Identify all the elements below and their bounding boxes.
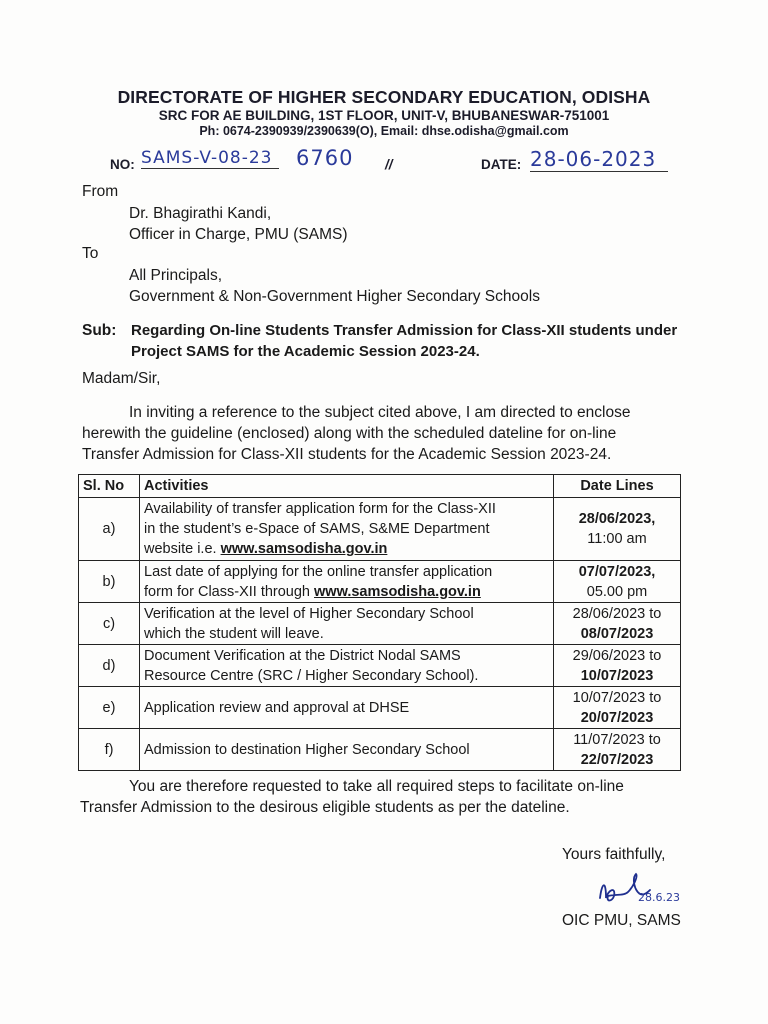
date-line: 28/06/2023, — [578, 511, 656, 527]
row-activity — [140, 561, 554, 603]
row-sl: e) — [79, 687, 140, 729]
activity-line: Document Verification at the District Nodal SAMS — [144, 647, 461, 664]
activity-line: Admission to destination Higher Secondary School — [144, 741, 470, 758]
col-header-dates: Date Lines — [554, 475, 681, 498]
activity-line: Verification at the level of Higher Secondary School — [144, 605, 474, 622]
row-activity — [140, 729, 554, 771]
row-sl: b) — [79, 561, 140, 603]
activity-line: Last date of applying for the online transfer application — [144, 563, 493, 580]
body-line2: herewith the guideline (enclosed) along with the scheduled dateline for on-line — [82, 425, 617, 442]
date-line: 22/07/2023 — [580, 751, 654, 768]
date-line: 29/06/2023 to — [572, 647, 662, 664]
body-line3: Transfer Admission for Class-XII students for the Academic Session 2023-24. — [82, 446, 612, 463]
signatory-designation: OIC PMU, SAMS — [562, 912, 681, 929]
date-value: 28-06-2023 — [530, 147, 668, 172]
from-name: Dr. Bhagirathi Kandi, — [129, 205, 272, 222]
sams-website-link[interactable]: www.samsodisha.gov.in — [220, 541, 388, 557]
date-line: 10/07/2023 to — [572, 689, 662, 706]
office-title: DIRECTORATE OF HIGHER SECONDARY EDUCATION, ODISHA — [117, 87, 651, 107]
activity-line: Availability of transfer application form for the Class-XII — [144, 501, 496, 517]
date-line: 11:00 am — [587, 531, 647, 547]
from-designation: Officer in Charge, PMU (SAMS) — [129, 226, 348, 243]
to-label: To — [82, 245, 99, 262]
col-header-activities: Activities — [140, 475, 554, 498]
date-label: DATE: — [481, 157, 522, 172]
row-sl: a) — [79, 498, 140, 561]
salutation: Madam/Sir, — [82, 370, 161, 387]
signature — [594, 868, 704, 912]
date-line: 11/07/2023 to — [573, 731, 661, 748]
table-row — [79, 645, 681, 687]
subject-label: Sub: — [82, 322, 117, 339]
row-date — [554, 687, 681, 729]
activity-line: in the student’s e-Space of SAMS, S&ME Department — [144, 521, 490, 537]
table-row — [79, 603, 681, 645]
row-date — [554, 603, 681, 645]
table-row — [79, 561, 681, 603]
from-label: From — [82, 183, 119, 200]
date-line: 10/07/2023 — [580, 667, 654, 684]
activity-text: website i.e. — [144, 541, 221, 557]
schedule-table — [78, 474, 681, 771]
date-line: 20/07/2023 — [580, 709, 654, 726]
ref-no-value: SAMS-V-08-23 — [141, 148, 279, 169]
col-header-slno: Sl. No — [79, 475, 140, 498]
row-date — [554, 498, 681, 561]
row-sl: f) — [79, 729, 140, 771]
table-row — [79, 498, 681, 561]
row-activity — [140, 687, 554, 729]
to-line2: Government & Non-Government Higher Secondary Schools — [129, 288, 540, 305]
to-line1: All Principals, — [129, 267, 223, 284]
activity-line: Application review and approval at DHSE — [144, 699, 410, 716]
closing-line1: You are therefore requested to take all required steps to facilitate on-line — [129, 778, 624, 795]
activity-line — [144, 582, 549, 602]
date-line: 05.00 pm — [586, 583, 648, 600]
subject-line1: Regarding On-line Students Transfer Admission for Class-XII students under — [131, 322, 678, 339]
signature-date: 28.6.23 — [638, 891, 680, 904]
closing-line2: Transfer Admission to the desirous eligible students as per the dateline. — [80, 799, 570, 816]
row-activity — [140, 645, 554, 687]
ref-no-label: NO: — [110, 157, 135, 172]
activity-text: form for Class-XII through — [144, 583, 315, 600]
office-address: SRC FOR AE BUILDING, 1ST FLOOR, UNIT-V, BHUBANESWAR-751001 — [158, 108, 610, 123]
row-date — [554, 645, 681, 687]
subject-line2: Project SAMS for the Academic Session 2023-24. — [131, 343, 480, 360]
table-row — [79, 687, 681, 729]
row-date — [554, 561, 681, 603]
date-line: 08/07/2023 — [580, 625, 654, 642]
sams-website-link[interactable]: www.samsodisha.gov.in — [314, 583, 481, 600]
table-header-row — [79, 475, 681, 498]
date-line: 07/07/2023, — [578, 563, 656, 580]
signature-scribble-icon — [594, 868, 704, 912]
body-line1: In inviting a reference to the subject cited above, I am directed to enclose — [129, 404, 631, 421]
row-date — [554, 729, 681, 771]
office-contact: Ph: 0674-2390939/2390639(O), Email: dhse.odisha@gmail.com — [199, 124, 569, 138]
date-line: 28/06/2023 to — [572, 605, 662, 622]
activity-line: which the student will leave. — [144, 625, 324, 642]
row-activity — [140, 603, 554, 645]
row-sl: d) — [79, 645, 140, 687]
activity-line — [144, 539, 549, 559]
table-row — [79, 729, 681, 771]
activity-line: Resource Centre (SRC / Higher Secondary School). — [144, 667, 479, 684]
yours-faithfully: Yours faithfully, — [562, 846, 666, 863]
ref-no-number: 6760 — [296, 146, 354, 170]
row-sl: c) — [79, 603, 140, 645]
ref-no-suffix: // — [385, 157, 393, 172]
row-activity — [140, 498, 554, 561]
